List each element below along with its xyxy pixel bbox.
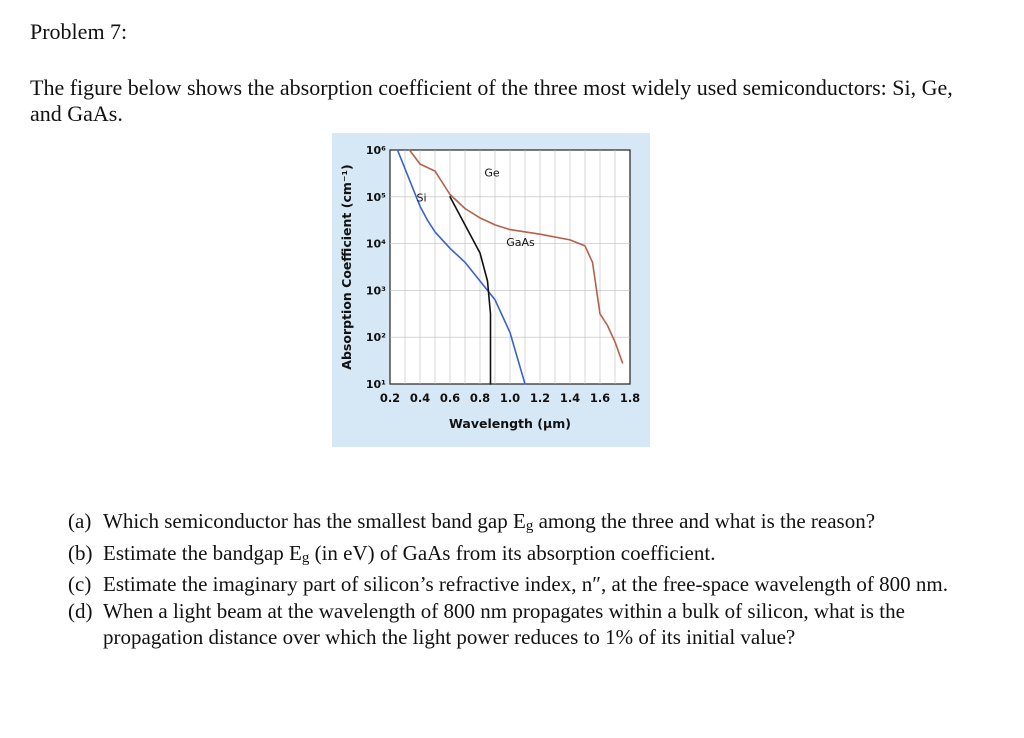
intro-text: The figure below shows the absorption coefficient of the three most widely used semiconductors: Si, Ge, and GaAs. — [30, 75, 953, 126]
x-axis-label: Wavelength (μm) — [449, 416, 571, 431]
question-text: When a light beam at the wavelength of 800 nm propagates within a bulk of silicon, what is the propagation distance over which the light power reduces to 1% of its initial value? — [103, 598, 905, 649]
y-tick-label: 10⁶ — [365, 144, 386, 157]
question-c — [68, 571, 968, 598]
question-text: (in eV) of GaAs from its absorption coefficient. — [309, 540, 716, 565]
y-tick-label: 10² — [365, 331, 386, 345]
y-tick-label: 10³ — [365, 284, 386, 298]
problem-title: Problem 7: — [30, 19, 128, 44]
question-text: among the three and what is the reason? — [533, 509, 876, 533]
series-label-ge: Ge — [484, 166, 500, 180]
series-label-gaas: GaAs — [506, 235, 535, 249]
x-tick-label: 0.4 — [409, 391, 431, 405]
x-tick-label: 1.2 — [529, 391, 551, 405]
question-a — [68, 508, 968, 540]
x-tick-label: 1.4 — [559, 391, 581, 405]
y-tick-label: 10⁴ — [365, 237, 386, 251]
question-subscript: g — [301, 549, 310, 566]
y-tick-label: 10¹ — [365, 378, 386, 391]
x-tick-label: 1.0 — [499, 391, 521, 405]
y-tick-label: 10⁵ — [365, 190, 386, 204]
x-tick-label: 1.8 — [619, 391, 641, 405]
absorption-chart-svg — [332, 133, 650, 447]
question-text: Which semiconductor has the smallest band gap E — [103, 509, 526, 533]
question-label: (a) — [68, 509, 92, 533]
question-label: (c) — [68, 572, 92, 596]
series-label-si: Si — [416, 191, 427, 205]
question-label: (b) — [68, 540, 93, 565]
absorption-chart — [332, 133, 650, 447]
y-axis-label: Absorption Coefficient (cm⁻¹) — [339, 164, 354, 370]
question-subscript: g — [525, 518, 534, 534]
question-label: (d) — [68, 598, 93, 623]
question-b — [68, 540, 968, 572]
x-tick-label: 0.6 — [439, 391, 461, 405]
x-tick-label: 0.2 — [379, 391, 401, 405]
question-text: Estimate the bandgap E — [103, 540, 302, 565]
x-tick-label: 0.8 — [469, 391, 491, 405]
x-tick-label: 1.6 — [589, 391, 611, 405]
question-d — [68, 598, 968, 651]
question-list — [68, 508, 968, 651]
question-text: Estimate the imaginary part of silicon’s refractive index, n″, at the free-space wavelength of 800 nm. — [103, 572, 948, 596]
